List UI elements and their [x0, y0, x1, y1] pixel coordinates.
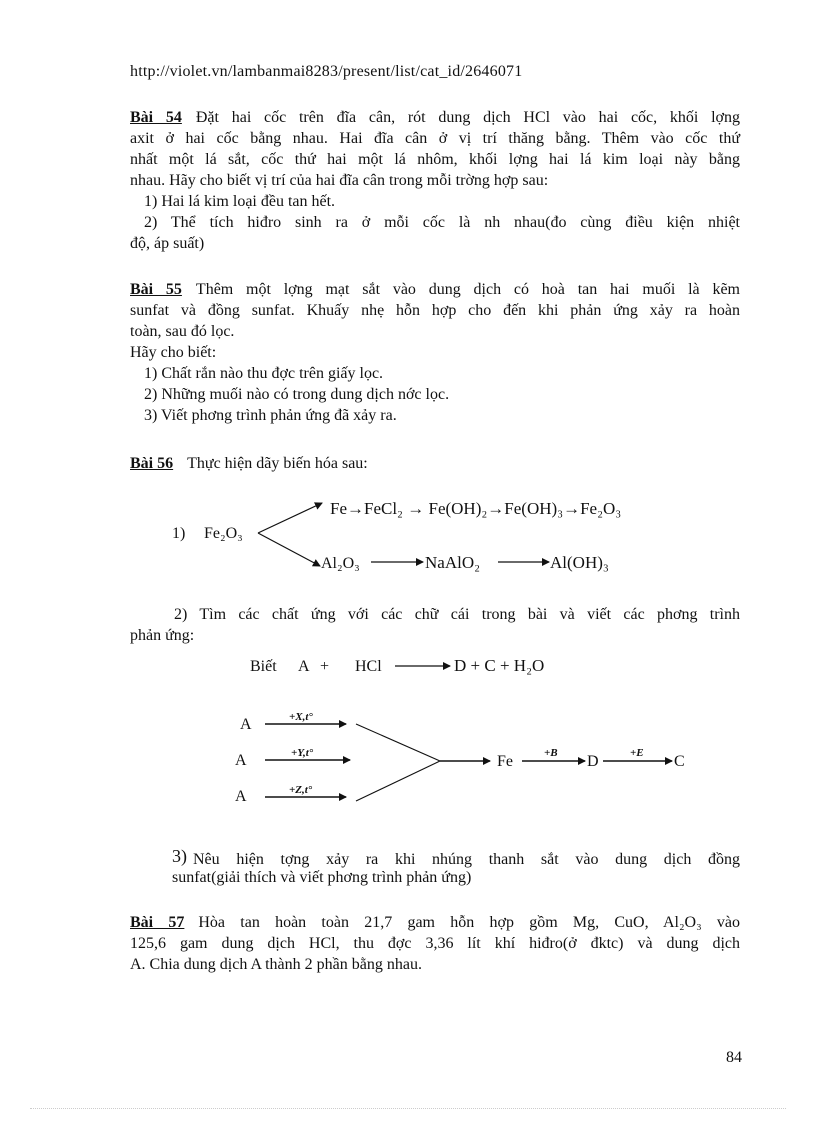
exercise-56-part-3-line-1: [172, 846, 740, 867]
page-bottom-divider: [30, 1108, 786, 1109]
scheme-2-a-2: A: [235, 752, 247, 769]
exercise-57-text-1: Hòa tan hoàn toàn 21,7 gam hỗn hợp gồm Mg, CuO, Al₂O₃ vào: [198, 914, 741, 931]
scheme-2-c: C: [674, 753, 685, 770]
exercise-57-title: Bài 57: [130, 914, 185, 931]
scheme-1-branch-up-arrow: [258, 503, 322, 533]
scheme-1-top-chain: Fe→FeCl₂ → Fe(OH)₂→Fe(OH)₃→Fe₂O₃: [330, 499, 622, 518]
exercise-54-item-2: 2) Thể tích hiđro sinh ra ở mỗi cốc là nh nhau(đo cùng điều kiện nhiệt: [144, 214, 740, 231]
exercise-55-line-4: Hãy cho biết:: [130, 344, 217, 361]
scheme-2-a-3: A: [235, 788, 247, 805]
scheme-1-al2o3: Al₂O₃: [321, 555, 360, 572]
exercise-55-item-2: 2) Những muối nào có trong dung dịch nớc lọc.: [144, 386, 450, 403]
exercise-56-part-2: [130, 604, 740, 646]
exercise-55-line-3: toàn, sau đó lọc.: [130, 323, 235, 340]
exercise-54-item-1: 1) Hai lá kim loại đều tan hết.: [144, 193, 336, 210]
scheme-1-naalo2: NaAlO₂: [425, 553, 481, 572]
exercise-55-title: Bài 55: [130, 281, 182, 298]
equation-a: A: [298, 658, 310, 675]
exercise-55-item-1: 1) Chất rắn nào thu đợc trên giấy lọc.: [144, 365, 384, 382]
scheme-2-cond-y: +Y,t°: [291, 747, 314, 759]
exercise-56-intro: Thực hiện dãy biến hóa sau:: [187, 455, 368, 472]
exercise-57-line-3: A. Chia dung dịch A thành 2 phần bằng nhau.: [130, 956, 422, 973]
scheme-1-number: 1): [172, 525, 186, 542]
exercise-57-line-1: [130, 912, 740, 933]
exercise-54-text-1: Đặt hai cốc trên đĩa cân, rót dung dịch HCl vào hai cốc, khối lợng: [195, 109, 741, 126]
exercise-56-part-2-line-2: phản ứng:: [130, 627, 195, 644]
exercise-54-line-2: axit ở hai cốc bằng nhau. Hai đĩa cân ở vị trí thăng bằng. Thêm vào cốc thứ: [130, 130, 740, 147]
exercise-56-part-3-text: Nêu hiện tợng xảy ra khi nhúng thanh sắt vào dung dịch đồng: [193, 851, 740, 868]
scheme-2-cond-x: +X,t°: [289, 711, 313, 723]
scheme-2-cond-b: +B: [544, 747, 558, 759]
scheme-1-branch-down-arrow: [258, 533, 320, 566]
source-url: http://violet.vn/lambanmai8283/present/list/cat_id/2646071: [130, 63, 523, 80]
exercise-57-line-2: 125,6 gam dung dịch HCl, thu đợc 3,36 lít khí hiđro(ở đktc) và dung dịch: [130, 935, 740, 952]
scheme-2-merge-bottom: [356, 761, 440, 801]
scheme-2-a-1: A: [240, 716, 252, 733]
scheme-2-cond-z: +Z,t°: [289, 784, 313, 796]
exercise-54-line-3: nhất một lá sắt, cốc thứ hai một lá nhôm, khối lợng hai lá kim loại này bằng: [130, 151, 740, 168]
exercise-54-title: Bài 54: [130, 109, 182, 126]
scheme-1-start-fe2o3: Fe₂O₃: [204, 525, 243, 542]
scheme-2-fe: Fe: [497, 753, 513, 770]
equation-plus: +: [320, 658, 330, 675]
exercise-56-part-3: [172, 846, 740, 888]
exercise-56-part-3-line-2: sunfat(giải thích và viết phơng trình phản ứng): [172, 869, 472, 886]
scheme-2-merge-top: [356, 724, 440, 761]
exercise-56-part-3-number: 3): [172, 846, 187, 866]
equation-biet: Biết: [250, 658, 277, 675]
page-number: 84: [726, 1049, 742, 1066]
scheme-2-cond-e: +E: [630, 747, 644, 759]
scheme-1-aloh3: Al(OH)₃: [550, 553, 609, 572]
exercise-55-line-2: sunfat và đồng sunfat. Khuấy nhẹ hỗn hợp cho đến khi phản ứng xảy ra hoàn: [130, 302, 740, 319]
exercise-55-text-1: Thêm một lợng mạt sắt vào dung dịch có hoà tan hai muối là kẽm: [195, 281, 740, 298]
equation-hcl: HCl: [355, 658, 382, 675]
scheme-2-d: D: [587, 753, 599, 770]
exercise-54-item-2-cont: độ, áp suất): [130, 235, 205, 252]
exercise-56-title: Bài 56: [130, 455, 174, 472]
exercise-54-line-4: nhau. Hãy cho biết vị trí của hai đĩa cân trong mỗi trờng hợp sau:: [130, 172, 549, 189]
exercise-57: [130, 912, 740, 975]
equation-rhs: D + C + H₂O: [454, 656, 545, 675]
exercise-55-item-3: 3) Viết phơng trình phản ứng đã xảy ra.: [144, 407, 397, 424]
exercise-56-part-2-line-1: 2) Tìm các chất ứng với các chữ cái trong bài và viết các phơng trình: [174, 606, 740, 623]
